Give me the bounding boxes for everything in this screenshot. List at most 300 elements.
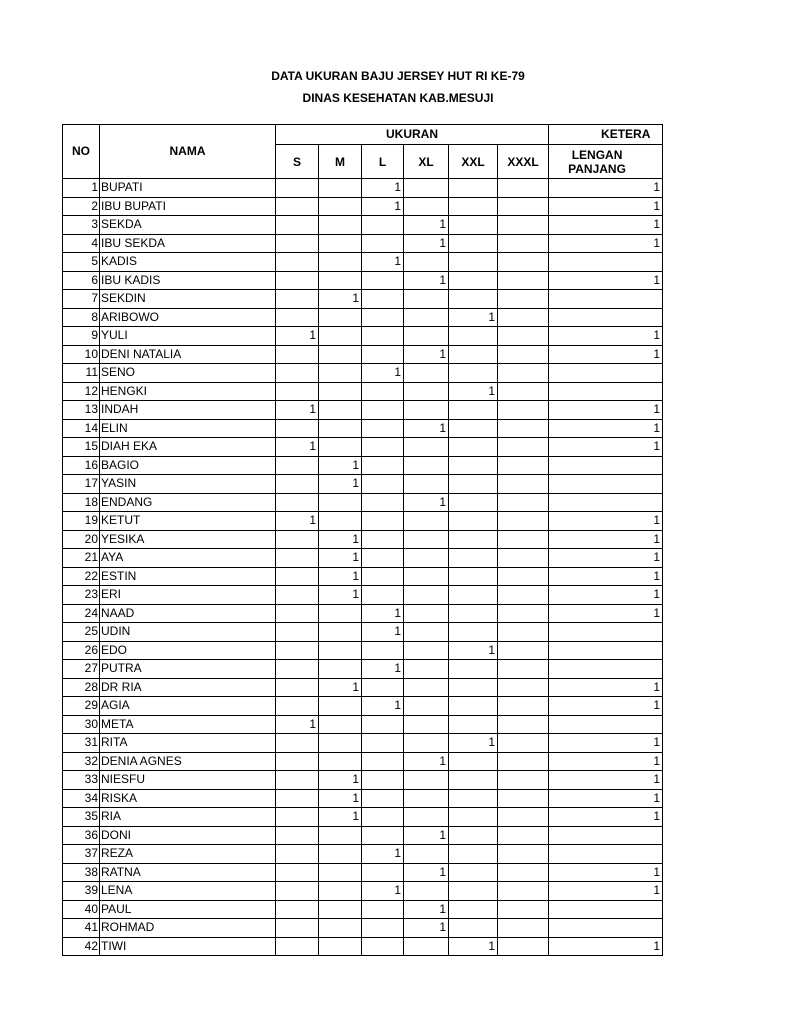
cell-size-m: [319, 697, 362, 716]
cell-size-xl: [404, 937, 449, 956]
cell-size-s: [276, 271, 319, 290]
row-name: TIWI: [100, 937, 276, 956]
cell-size-xxxl: [498, 493, 549, 512]
cell-size-xxxl: [498, 567, 549, 586]
row-number: 12: [63, 382, 100, 401]
table-row: [63, 253, 663, 272]
cell-size-xxl: [449, 882, 498, 901]
cell-size-xxxl: [498, 752, 549, 771]
cell-size-xl: [404, 604, 449, 623]
table-row: [63, 290, 663, 309]
cell-lengan-panjang: 1: [549, 216, 663, 235]
cell-size-l: [362, 641, 404, 660]
cell-lengan-panjang: 1: [549, 419, 663, 438]
cell-lengan-panjang: 1: [549, 771, 663, 790]
header-nama: NAMA: [100, 125, 276, 179]
cell-size-xxl: 1: [449, 382, 498, 401]
cell-size-l: [362, 438, 404, 457]
cell-size-l: 1: [362, 364, 404, 383]
cell-size-xxl: [449, 826, 498, 845]
cell-lengan-panjang: 1: [549, 179, 663, 198]
table-row: [63, 900, 663, 919]
table-row: [63, 808, 663, 827]
cell-size-xxxl: [498, 826, 549, 845]
row-name: AYA: [100, 549, 276, 568]
header-size-xxxl: XXXL: [498, 145, 549, 179]
cell-size-xl: [404, 678, 449, 697]
cell-size-s: [276, 808, 319, 827]
table-row: [63, 308, 663, 327]
cell-lengan-panjang: 1: [549, 752, 663, 771]
cell-size-xl: 1: [404, 900, 449, 919]
table-row: [63, 271, 663, 290]
row-name: ERI: [100, 586, 276, 605]
cell-size-l: [362, 808, 404, 827]
cell-lengan-panjang: [549, 382, 663, 401]
cell-size-s: 1: [276, 401, 319, 420]
cell-size-s: 1: [276, 438, 319, 457]
cell-size-s: [276, 900, 319, 919]
cell-size-xxxl: [498, 789, 549, 808]
cell-size-xxxl: [498, 345, 549, 364]
row-number: 2: [63, 197, 100, 216]
cell-size-xl: [404, 641, 449, 660]
cell-size-m: [319, 493, 362, 512]
cell-size-xxl: [449, 290, 498, 309]
cell-size-xl: [404, 623, 449, 642]
row-number: 6: [63, 271, 100, 290]
cell-size-s: [276, 863, 319, 882]
row-number: 38: [63, 863, 100, 882]
cell-size-xl: [404, 364, 449, 383]
cell-size-xl: 1: [404, 234, 449, 253]
cell-lengan-panjang: 1: [549, 549, 663, 568]
cell-size-m: [319, 512, 362, 531]
cell-size-m: 1: [319, 456, 362, 475]
cell-lengan-panjang: [549, 308, 663, 327]
row-number: 23: [63, 586, 100, 605]
cell-lengan-panjang: 1: [549, 234, 663, 253]
row-name: NAAD: [100, 604, 276, 623]
cell-size-s: [276, 789, 319, 808]
row-name: YESIKA: [100, 530, 276, 549]
row-number: 24: [63, 604, 100, 623]
cell-size-m: [319, 623, 362, 642]
cell-size-m: 1: [319, 678, 362, 697]
cell-size-l: [362, 401, 404, 420]
cell-size-s: [276, 197, 319, 216]
cell-size-m: [319, 900, 362, 919]
table-row: [63, 752, 663, 771]
cell-size-xxxl: [498, 604, 549, 623]
cell-size-xxxl: [498, 808, 549, 827]
header-size-m: M: [319, 145, 362, 179]
cell-size-m: [319, 253, 362, 272]
cell-size-xl: [404, 530, 449, 549]
cell-size-m: 1: [319, 475, 362, 494]
row-number: 3: [63, 216, 100, 235]
cell-size-xxl: 1: [449, 734, 498, 753]
cell-size-xl: [404, 475, 449, 494]
cell-lengan-panjang: [549, 475, 663, 494]
cell-lengan-panjang: [549, 845, 663, 864]
cell-size-m: [319, 345, 362, 364]
row-number: 9: [63, 327, 100, 346]
cell-size-xxl: [449, 456, 498, 475]
cell-size-xxl: 1: [449, 937, 498, 956]
cell-size-xxxl: [498, 475, 549, 494]
cell-size-xxl: [449, 863, 498, 882]
cell-size-xl: 1: [404, 863, 449, 882]
cell-size-s: [276, 641, 319, 660]
cell-lengan-panjang: [549, 715, 663, 734]
cell-size-xxl: [449, 567, 498, 586]
row-number: 32: [63, 752, 100, 771]
cell-size-l: [362, 715, 404, 734]
table-row: [63, 882, 663, 901]
cell-size-xxxl: [498, 290, 549, 309]
cell-size-xxxl: [498, 697, 549, 716]
cell-size-xl: [404, 734, 449, 753]
row-name: RIA: [100, 808, 276, 827]
row-name: EDO: [100, 641, 276, 660]
cell-size-s: [276, 345, 319, 364]
cell-size-xl: [404, 197, 449, 216]
row-number: 35: [63, 808, 100, 827]
cell-size-xxl: [449, 401, 498, 420]
cell-size-l: 1: [362, 697, 404, 716]
table-row: [63, 456, 663, 475]
cell-size-s: [276, 678, 319, 697]
cell-size-m: [319, 604, 362, 623]
cell-size-xxxl: [498, 216, 549, 235]
cell-lengan-panjang: 1: [549, 567, 663, 586]
row-number: 37: [63, 845, 100, 864]
cell-size-xxl: [449, 419, 498, 438]
table-row: [63, 493, 663, 512]
cell-size-s: [276, 253, 319, 272]
cell-size-xxxl: [498, 641, 549, 660]
cell-size-xxl: [449, 216, 498, 235]
cell-lengan-panjang: 1: [549, 327, 663, 346]
cell-size-m: [319, 438, 362, 457]
cell-size-s: [276, 493, 319, 512]
cell-size-xl: 1: [404, 345, 449, 364]
cell-size-m: [319, 641, 362, 660]
cell-size-l: 1: [362, 623, 404, 642]
cell-size-l: [362, 530, 404, 549]
table-row: [63, 438, 663, 457]
cell-size-l: [362, 549, 404, 568]
cell-size-xxl: [449, 271, 498, 290]
cell-size-s: [276, 826, 319, 845]
cell-lengan-panjang: [549, 253, 663, 272]
row-name: SEKDA: [100, 216, 276, 235]
row-number: 41: [63, 919, 100, 938]
cell-size-xxl: [449, 179, 498, 198]
row-number: 21: [63, 549, 100, 568]
cell-size-xl: [404, 697, 449, 716]
header-lengan-panjang-label: LENGAN PANJANG: [568, 147, 626, 176]
cell-size-s: [276, 752, 319, 771]
cell-size-s: 1: [276, 327, 319, 346]
row-name: INDAH: [100, 401, 276, 420]
cell-size-l: [362, 308, 404, 327]
cell-size-xxxl: [498, 586, 549, 605]
cell-size-m: 1: [319, 586, 362, 605]
cell-lengan-panjang: 1: [549, 734, 663, 753]
table-row: [63, 179, 663, 198]
row-name: KETUT: [100, 512, 276, 531]
cell-size-m: [319, 882, 362, 901]
cell-size-xl: [404, 401, 449, 420]
cell-size-xxl: [449, 234, 498, 253]
cell-size-xxl: [449, 789, 498, 808]
row-name: SENO: [100, 364, 276, 383]
cell-size-xxl: [449, 771, 498, 790]
cell-size-m: [319, 919, 362, 938]
row-number: 34: [63, 789, 100, 808]
row-name: ENDANG: [100, 493, 276, 512]
cell-size-xxxl: [498, 382, 549, 401]
cell-size-xl: [404, 179, 449, 198]
table-row: [63, 937, 663, 956]
row-name: REZA: [100, 845, 276, 864]
cell-size-xxl: [449, 752, 498, 771]
cell-lengan-panjang: [549, 290, 663, 309]
cell-size-xxxl: [498, 456, 549, 475]
cell-size-xxl: [449, 512, 498, 531]
row-number: 25: [63, 623, 100, 642]
cell-size-xl: [404, 771, 449, 790]
row-number: 31: [63, 734, 100, 753]
row-number: 4: [63, 234, 100, 253]
cell-size-s: [276, 179, 319, 198]
cell-size-l: [362, 382, 404, 401]
cell-lengan-panjang: [549, 493, 663, 512]
cell-size-s: [276, 771, 319, 790]
cell-size-xxl: [449, 364, 498, 383]
cell-size-s: [276, 549, 319, 568]
cell-size-s: [276, 382, 319, 401]
row-number: 42: [63, 937, 100, 956]
cell-lengan-panjang: 1: [549, 512, 663, 531]
cell-size-xl: 1: [404, 919, 449, 938]
cell-size-m: 1: [319, 530, 362, 549]
cell-size-xxl: [449, 549, 498, 568]
cell-size-xxl: [449, 475, 498, 494]
cell-size-l: [362, 863, 404, 882]
row-number: 28: [63, 678, 100, 697]
table-row: [63, 586, 663, 605]
cell-size-xl: [404, 549, 449, 568]
cell-size-l: [362, 512, 404, 531]
cell-lengan-panjang: 1: [549, 882, 663, 901]
header-size-xl: XL: [404, 145, 449, 179]
cell-size-s: 1: [276, 715, 319, 734]
table-row: [63, 715, 663, 734]
cell-size-xl: [404, 845, 449, 864]
cell-lengan-panjang: [549, 900, 663, 919]
cell-size-l: 1: [362, 604, 404, 623]
cell-size-xxl: [449, 586, 498, 605]
cell-size-xxl: [449, 493, 498, 512]
cell-size-s: [276, 882, 319, 901]
header-keterangan: KETERA: [549, 125, 663, 145]
table-row: [63, 734, 663, 753]
cell-lengan-panjang: 1: [549, 604, 663, 623]
cell-size-m: 1: [319, 771, 362, 790]
cell-size-l: [362, 826, 404, 845]
table-row: [63, 345, 663, 364]
row-name: RITA: [100, 734, 276, 753]
cell-size-xxxl: [498, 512, 549, 531]
cell-size-m: 1: [319, 808, 362, 827]
cell-size-xxxl: [498, 364, 549, 383]
cell-size-l: [362, 752, 404, 771]
cell-size-m: [319, 715, 362, 734]
row-number: 19: [63, 512, 100, 531]
cell-size-xxl: [449, 253, 498, 272]
table-row: [63, 530, 663, 549]
row-number: 10: [63, 345, 100, 364]
row-number: 26: [63, 641, 100, 660]
cell-size-xl: [404, 290, 449, 309]
cell-lengan-panjang: 1: [549, 789, 663, 808]
cell-size-xl: [404, 512, 449, 531]
cell-size-m: 1: [319, 549, 362, 568]
cell-size-m: 1: [319, 290, 362, 309]
row-name: KADIS: [100, 253, 276, 272]
row-name: IBU SEKDA: [100, 234, 276, 253]
cell-size-l: [362, 937, 404, 956]
cell-size-l: [362, 900, 404, 919]
cell-size-xxl: [449, 660, 498, 679]
row-name: ELIN: [100, 419, 276, 438]
cell-size-l: [362, 290, 404, 309]
cell-size-m: [319, 419, 362, 438]
table-row: [63, 197, 663, 216]
cell-size-xxxl: [498, 179, 549, 198]
header-no: NO: [63, 125, 100, 179]
cell-size-xxxl: [498, 845, 549, 864]
table-row: [63, 623, 663, 642]
cell-size-xl: [404, 382, 449, 401]
cell-size-l: 1: [362, 882, 404, 901]
cell-size-xxl: [449, 900, 498, 919]
cell-size-xxxl: [498, 937, 549, 956]
table-row: [63, 845, 663, 864]
table-row: [63, 234, 663, 253]
row-number: 33: [63, 771, 100, 790]
row-number: 5: [63, 253, 100, 272]
cell-size-l: [362, 234, 404, 253]
cell-lengan-panjang: 1: [549, 697, 663, 716]
row-name: DR RIA: [100, 678, 276, 697]
cell-size-s: [276, 660, 319, 679]
cell-size-l: [362, 475, 404, 494]
cell-size-m: [319, 216, 362, 235]
table-row: [63, 382, 663, 401]
cell-size-m: [319, 197, 362, 216]
cell-size-xxl: [449, 530, 498, 549]
cell-size-xxl: [449, 697, 498, 716]
cell-size-s: [276, 734, 319, 753]
cell-lengan-panjang: 1: [549, 438, 663, 457]
header-size-l: L: [362, 145, 404, 179]
cell-lengan-panjang: 1: [549, 271, 663, 290]
cell-size-m: [319, 660, 362, 679]
cell-size-s: [276, 604, 319, 623]
cell-size-m: [319, 752, 362, 771]
cell-size-xxxl: [498, 271, 549, 290]
cell-size-s: [276, 919, 319, 938]
cell-size-s: [276, 419, 319, 438]
cell-size-l: [362, 771, 404, 790]
cell-size-l: [362, 345, 404, 364]
title-line-2: DINAS KESEHATAN KAB.MESUJI: [302, 91, 494, 105]
cell-size-s: [276, 308, 319, 327]
cell-size-m: [319, 327, 362, 346]
row-name: PUTRA: [100, 660, 276, 679]
row-name: BAGIO: [100, 456, 276, 475]
row-number: 36: [63, 826, 100, 845]
cell-size-m: [319, 845, 362, 864]
cell-size-xxl: [449, 197, 498, 216]
cell-size-xxxl: [498, 253, 549, 272]
cell-size-s: [276, 530, 319, 549]
cell-lengan-panjang: [549, 660, 663, 679]
cell-size-xxxl: [498, 623, 549, 642]
cell-size-xxxl: [498, 678, 549, 697]
cell-size-xxxl: [498, 308, 549, 327]
cell-size-m: 1: [319, 789, 362, 808]
cell-size-s: [276, 216, 319, 235]
cell-size-l: [362, 216, 404, 235]
cell-size-l: [362, 419, 404, 438]
cell-size-l: [362, 493, 404, 512]
cell-lengan-panjang: 1: [549, 863, 663, 882]
cell-size-xxxl: [498, 197, 549, 216]
table-row: [63, 549, 663, 568]
cell-size-xxl: [449, 845, 498, 864]
cell-size-s: [276, 586, 319, 605]
row-name: ARIBOWO: [100, 308, 276, 327]
row-number: 15: [63, 438, 100, 457]
cell-size-m: [319, 734, 362, 753]
row-name: YASIN: [100, 475, 276, 494]
row-name: PAUL: [100, 900, 276, 919]
cell-size-l: [362, 678, 404, 697]
cell-size-xl: 1: [404, 493, 449, 512]
cell-size-l: [362, 586, 404, 605]
cell-size-l: 1: [362, 179, 404, 198]
row-name: META: [100, 715, 276, 734]
cell-size-s: [276, 290, 319, 309]
cell-size-l: 1: [362, 253, 404, 272]
row-name: DONI: [100, 826, 276, 845]
cell-size-s: [276, 364, 319, 383]
cell-size-xxxl: [498, 715, 549, 734]
table-row: [63, 826, 663, 845]
table-row: [63, 771, 663, 790]
cell-size-s: [276, 845, 319, 864]
cell-size-xl: 1: [404, 752, 449, 771]
cell-size-xxl: [449, 715, 498, 734]
table-row: [63, 789, 663, 808]
cell-size-l: [362, 734, 404, 753]
row-name: ROHMAD: [100, 919, 276, 938]
